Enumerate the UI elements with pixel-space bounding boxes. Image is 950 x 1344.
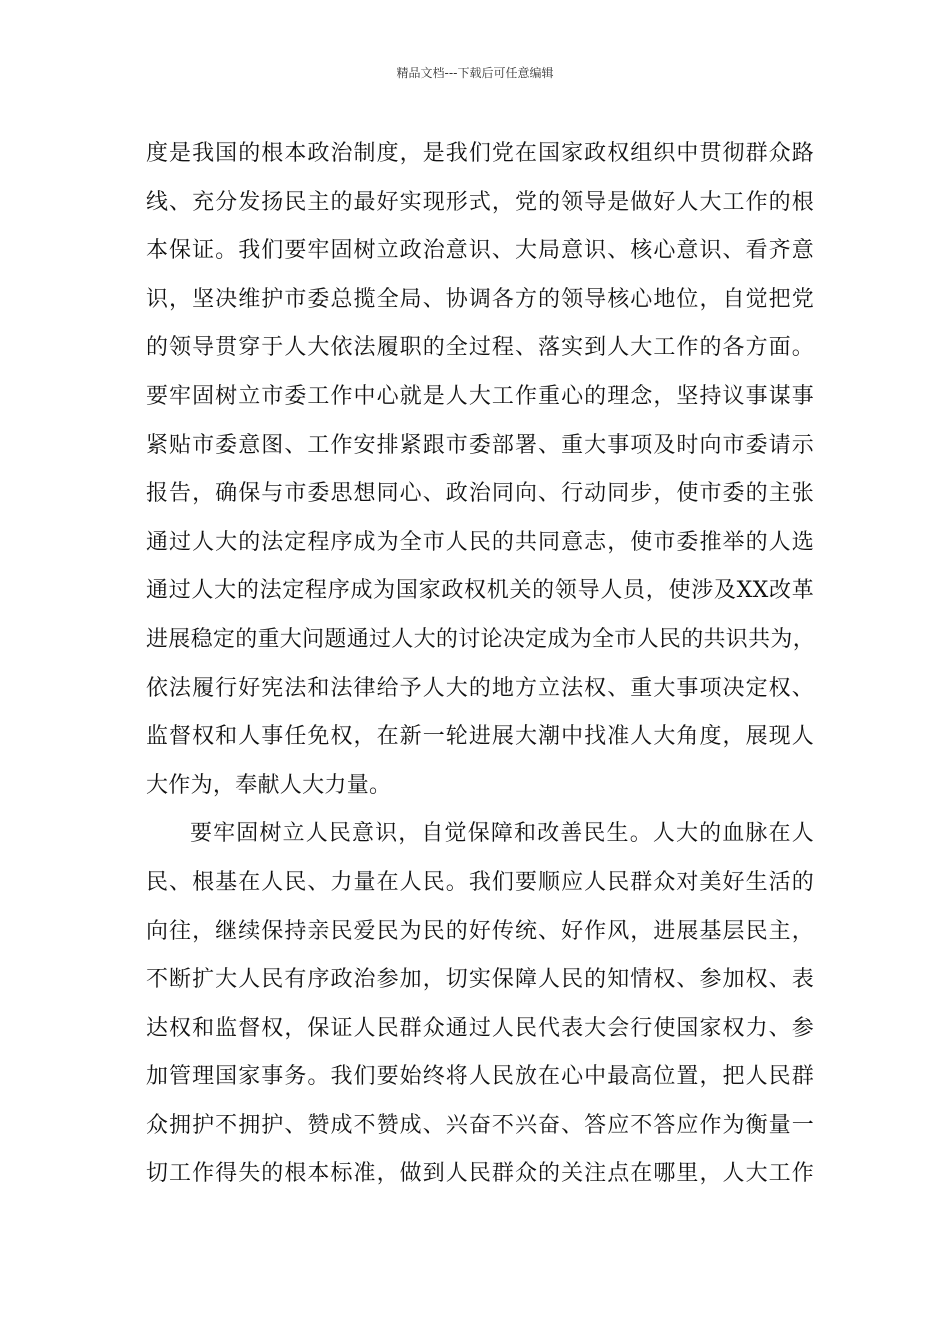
- text-line: 切工作得失的根本标准，做到人民群众的关注点在哪里，人大工作: [146, 1161, 814, 1187]
- text-line: 进展稳定的重大问题通过人大的讨论决定成为全市人民的共识共为，: [146, 626, 816, 652]
- text-line: 依法履行好宪法和法律给予人大的地方立法权、重大事项决定权、: [146, 675, 814, 701]
- text-line: 度是我国的根本政治制度，是我们党在国家政权组织中贯彻群众路: [146, 141, 814, 166]
- text-line: 的领导贯穿于人大依法履职的全过程、落实到人大工作的各方面。: [146, 335, 814, 361]
- text-line: 达权和监督权，保证人民群众通过人民代表大会行使国家权力、参: [146, 1015, 814, 1041]
- text-line: 识，坚决维护市委总揽全局、协调各方的领导核心地位，自觉把党: [146, 286, 814, 312]
- text-line: 通过人大的法定程序成为国家政权机关的领导人员，使涉及XX改革: [146, 578, 814, 604]
- paragraph-2: [146, 810, 814, 1199]
- text-line: 众拥护不拥护、赞成不赞成、兴奋不兴奋、答应不答应作为衡量一: [146, 1112, 814, 1138]
- page-header: 精品文档---下载后可任意编辑: [396, 66, 554, 80]
- text-line: 监督权和人事任免权，在新一轮进展大潮中找准人大角度，展现人: [146, 724, 814, 750]
- text-line: 大作为，奉献人大力量。: [146, 772, 392, 798]
- text-line: 加管理国家事务。我们要始终将人民放在心中最高位置，把人民群: [146, 1064, 814, 1090]
- text-line: 本保证。我们要牢固树立政治意识、大局意识、核心意识、看齐意: [146, 238, 814, 264]
- text-line: 民、根基在人民、力量在人民。我们要顺应人民群众对美好生活的: [146, 869, 814, 895]
- paragraph-1: [146, 130, 814, 810]
- text-line: 紧贴市委意图、工作安排紧跟市委部署、重大事项及时向市委请示: [146, 432, 814, 458]
- text-line: 要牢固树立人民意识，自觉保障和改善民生。人大的血脉在人: [190, 821, 814, 847]
- text-line: 向往，继续保持亲民爱民为民的好传统、好作风，进展基层民主，: [146, 918, 814, 944]
- text-line: 不断扩大人民有序政治参加，切实保障人民的知情权、参加权、表: [146, 967, 814, 993]
- document-body: [146, 130, 814, 1199]
- text-line: 要牢固树立市委工作中心就是人大工作重心的理念，坚持议事谋事: [146, 383, 814, 409]
- text-line: 报告，确保与市委思想同心、政治同向、行动同步，使市委的主张: [146, 481, 814, 507]
- text-line: 通过人大的法定程序成为全市人民的共同意志，使市委推举的人选: [146, 529, 814, 555]
- text-line: 线、充分发扬民主的最好实现形式，党的领导是做好人大工作的根: [146, 189, 814, 215]
